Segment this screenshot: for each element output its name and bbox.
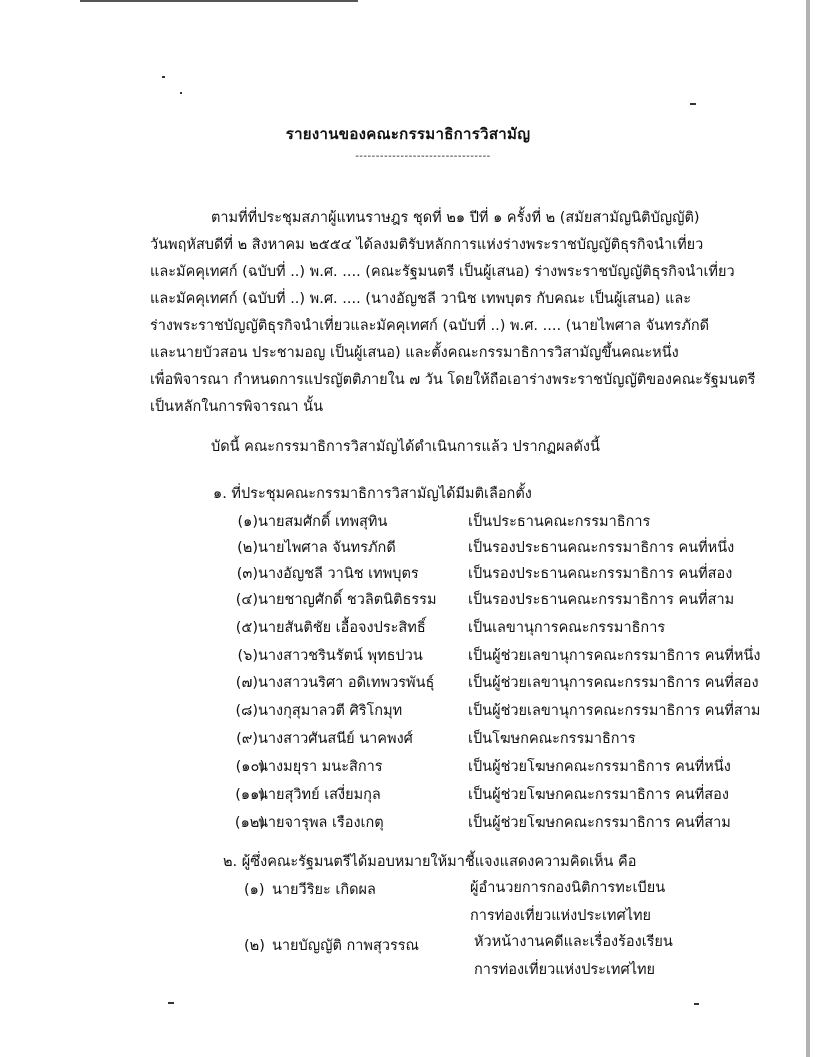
member-row xyxy=(0,727,816,753)
member-role: เป็นผู้ช่วยเลขานุการคณะกรรมาธิการ คนที่หนึ่ง xyxy=(468,648,761,664)
intro-line: เพื่อพิจารณา กำหนดการแปรญัตติภายใน ๗ วัน โดยให้ถือเอาร่างพระราชบัญญัติของคณะรัฐมนตรี xyxy=(150,372,756,388)
scan-top-edge-line xyxy=(80,0,358,2)
representative-position: หัวหน้างานคดีและเรื่องร้องเรียน xyxy=(474,934,673,950)
scan-speck xyxy=(690,103,696,105)
member-role: เป็นผู้ช่วยโฆษกคณะกรรมาธิการ คนที่หนึ่ง xyxy=(468,759,731,775)
member-row xyxy=(0,671,816,697)
member-number: (๑๐) xyxy=(235,759,265,775)
intro-line: และมัคคุเทศก์ (ฉบับที่ ..) พ.ศ. .... (คณะรัฐมนตรี เป็นผู้เสนอ) ร่างพระราชบัญญัติธุรกิจนำเที่ยว xyxy=(150,264,735,280)
member-role: เป็นผู้ช่วยเลขานุการคณะกรรมาธิการ คนที่สาม xyxy=(468,703,761,719)
intro-line: วันพฤหัสบดีที่ ๒ สิงหาคม ๒๕๕๔ ได้ลงมติรับหลักการแห่งร่างพระราชบัญญัติธุรกิจนำเที่ยว xyxy=(150,237,704,253)
member-role: เป็นผู้ช่วยโฆษกคณะกรรมาธิการ คนที่สอง xyxy=(468,787,729,803)
document-title: รายงานของคณะกรรมาธิการวิสามัญ xyxy=(285,125,531,143)
member-name: นายสันติชัย เอื้อจงประสิทธิ์ xyxy=(258,620,426,636)
summary-sentence: บัดนี้ คณะกรรมาธิการวิสามัญได้ดำเนินการแล้ว ปรากฏผลดังนี้ xyxy=(211,439,600,455)
member-row xyxy=(0,811,816,837)
member-role: เป็นรองประธานคณะกรรมาธิการ คนที่สอง xyxy=(468,566,733,582)
member-role: เป็นเลขานุการคณะกรรมาธิการ xyxy=(468,620,666,636)
representative-organization: การท่องเที่ยวแห่งประเทศไทย xyxy=(470,908,652,924)
member-name: นางกุสุมาลวตี ศิริโกมุท xyxy=(258,703,403,719)
member-row xyxy=(0,562,816,588)
member-number: (๘) xyxy=(235,703,258,719)
member-name: นางอัญชลี วานิช เทพบุตร xyxy=(258,566,419,582)
member-role: เป็นผู้ช่วยโฆษกคณะกรรมาธิการ คนที่สาม xyxy=(468,815,731,831)
section-1-heading: ๑. ที่ประชุมคณะกรรมาธิการวิสามัญได้มีมติเลือกตั้ง xyxy=(213,486,532,502)
member-number: (๑๑) xyxy=(235,787,265,803)
member-number: (๔) xyxy=(235,592,258,608)
member-name: นายสมศักดิ์ เทพสุทิน xyxy=(258,514,388,530)
representative-name: นายบัญญัติ กาพสุวรรณ xyxy=(272,938,419,954)
member-row xyxy=(0,588,816,614)
scan-speck xyxy=(168,1002,174,1004)
member-row xyxy=(0,755,816,781)
member-role: เป็นรองประธานคณะกรรมาธิการ คนที่หนึ่ง xyxy=(468,540,735,556)
member-row xyxy=(0,536,816,562)
intro-line: และมัคคุเทศก์ (ฉบับที่ ..) พ.ศ. .... (นางอัญชลี วานิช เทพบุตร กับคณะ เป็นผู้เสนอ) และ xyxy=(150,291,692,307)
member-number: (๒) xyxy=(237,540,258,556)
member-name: นางสาวนริศา อดิเทพวรพันธุ์ xyxy=(258,675,435,691)
member-role: เป็นโฆษกคณะกรรมาธิการ xyxy=(468,731,636,747)
representative-number: (๒) xyxy=(244,938,265,954)
member-row xyxy=(0,510,816,536)
intro-line: เป็นหลักในการพิจารณา นั้น xyxy=(150,399,324,415)
member-number: (๙) xyxy=(236,731,258,747)
member-name: นางมยุรา มนะสิการ xyxy=(258,759,383,775)
member-row xyxy=(0,616,816,642)
member-role: เป็นรองประธานคณะกรรมาธิการ คนที่สาม xyxy=(468,592,735,608)
member-number: (๖) xyxy=(237,648,258,664)
member-number: (๑) xyxy=(237,514,258,530)
intro-line: ร่างพระราชบัญญัติธุรกิจนำเที่ยวและมัคคุเทศก์ (ฉบับที่ ..) พ.ศ. .... (นายไพศาล จันทรภักดี xyxy=(150,318,710,334)
member-name: นางสาวศันสนีย์ นาคพงศ์ xyxy=(258,731,413,747)
member-number: (๕) xyxy=(235,620,258,636)
member-number: (๑๒) xyxy=(234,815,265,831)
member-name: นายไพศาล จันทรภักดี xyxy=(258,540,396,556)
member-row xyxy=(0,783,816,809)
member-name: นายชาญศักดิ์ ชวลิตนิติธรรม xyxy=(258,592,437,608)
member-row xyxy=(0,699,816,725)
scan-speck xyxy=(162,76,165,78)
member-number: (๓) xyxy=(236,566,258,582)
title-underline: --------------------------------- xyxy=(355,151,491,162)
member-role: เป็นผู้ช่วยเลขานุการคณะกรรมาธิการ คนที่สอง xyxy=(468,675,759,691)
member-row xyxy=(0,644,816,670)
representative-position: ผู้อำนวยการกองนิติการทะเบียน xyxy=(470,880,666,896)
scan-speck xyxy=(694,1003,699,1005)
scan-speck xyxy=(180,92,182,94)
member-name: นางสาวชรินรัตน์ พุทธปวน xyxy=(258,648,423,664)
member-name: นายสุวิทย์ เสงี่ยมกุล xyxy=(258,787,381,803)
intro-line: และนายบัวสอน ประชามอญ เป็นผู้เสนอ) และตั้งคณะกรรมาธิการวิสามัญขึ้นคณะหนึ่ง xyxy=(150,345,679,361)
member-role: เป็นประธานคณะกรรมาธิการ xyxy=(468,514,651,530)
representative-name: นายวีริยะ เกิดผล xyxy=(272,882,376,898)
representative-organization: การท่องเที่ยวแห่งประเทศไทย xyxy=(474,962,656,978)
intro-line: ตามที่ที่ประชุมสภาผู้แทนราษฎร ชุดที่ ๒๑ ปีที่ ๑ ครั้งที่ ๒ (สมัยสามัญนิติบัญญัติ) xyxy=(211,210,700,226)
section-2-heading: ๒. ผู้ซึ่งคณะรัฐมนตรีได้มอบหมายให้มาชี้แจงแสดงความคิดเห็น คือ xyxy=(223,854,637,870)
representative-number: (๑) xyxy=(244,882,265,898)
member-name: นายจารุพล เรืองเกตุ xyxy=(258,815,384,831)
member-number: (๗) xyxy=(235,675,258,691)
